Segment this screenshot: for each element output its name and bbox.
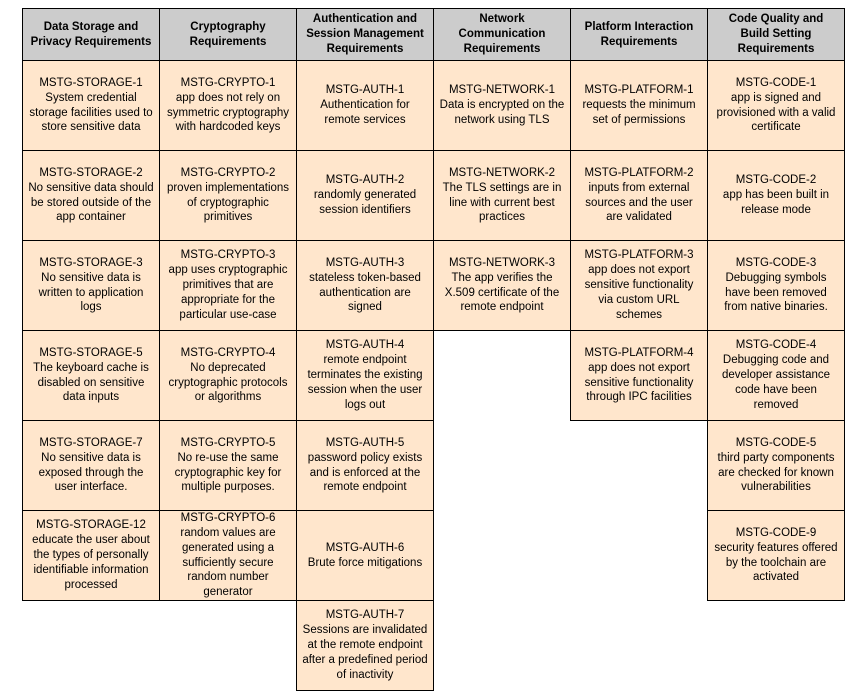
requirement-code: MSTG-CRYPTO-4 [180, 346, 276, 359]
requirement-cell-mstg-platform-1 [570, 60, 708, 151]
requirement-code: MSTG-AUTH-3 [325, 256, 405, 269]
requirement-description: stateless token-based authentication are signed [309, 271, 421, 314]
requirement-cell-mstg-crypto-3 [159, 240, 297, 331]
requirement-description: No sensitive data is exposed through the user interface. [38, 451, 144, 494]
column-header-auth-session: Authentication and Session Management Requirements [296, 8, 434, 61]
requirement-code: MSTG-CODE-2 [735, 174, 817, 187]
requirement-cell-mstg-storage-5 [22, 330, 160, 421]
column-header-code-quality: Code Quality and Build Setting Requirements [707, 8, 845, 61]
requirement-cell-mstg-crypto-2 [159, 150, 297, 241]
requirement-code: MSTG-PLATFORM-1 [584, 84, 694, 97]
requirement-code: MSTG-CRYPTO-1 [180, 76, 276, 89]
requirement-cell-mstg-code-9 [707, 510, 845, 601]
requirement-description: The TLS settings are in line with current best practices [442, 181, 562, 224]
requirement-description: random values are generated using a sufficiently secure random number generator [180, 526, 276, 599]
requirement-code: MSTG-NETWORK-1 [448, 84, 556, 97]
requirement-code: MSTG-STORAGE-3 [39, 256, 143, 269]
requirement-cell-mstg-auth-4 [296, 330, 434, 421]
requirement-cell-mstg-storage-7 [22, 420, 160, 511]
column-auth-session [296, 8, 434, 691]
requirement-description: proven implementations of cryptographic primitives [166, 181, 290, 224]
requirement-cell-mstg-code-1 [707, 60, 845, 151]
requirement-description: Debugging code and developer assistance code have been removed [721, 354, 831, 411]
requirement-cell-mstg-platform-4 [570, 330, 708, 421]
requirement-description: randomly generated session identifiers [313, 189, 417, 216]
requirement-description: requests the minimum set of permissions [582, 99, 696, 126]
column-code-quality [707, 8, 845, 601]
requirement-description: security features offered by the toolchain are activated [714, 541, 838, 584]
column-header-network: Network Communication Requirements [433, 8, 571, 61]
requirement-code: MSTG-AUTH-2 [325, 174, 405, 187]
column-header-cryptography: Cryptography Requirements [159, 8, 297, 61]
requirement-cell-mstg-auth-6 [296, 510, 434, 601]
requirement-code: MSTG-AUTH-7 [325, 609, 405, 622]
requirement-cell-mstg-auth-5 [296, 420, 434, 511]
requirement-description: app uses cryptographic primitives that are appropriate for the particular use-case [168, 264, 288, 321]
requirement-code: MSTG-STORAGE-5 [39, 346, 143, 359]
requirement-cell-mstg-code-4 [707, 330, 845, 421]
column-network [433, 8, 571, 331]
requirement-code: MSTG-STORAGE-2 [39, 166, 143, 179]
requirement-description: remote endpoint terminates the existing session when the user logs out [307, 354, 423, 411]
requirement-cell-mstg-network-3 [433, 240, 571, 331]
requirement-code: MSTG-CODE-3 [735, 256, 817, 269]
requirement-code: MSTG-CODE-4 [735, 339, 817, 352]
requirement-description: Data is encrypted on the network using TLS [439, 99, 565, 126]
requirement-cell-mstg-storage-1 [22, 60, 160, 151]
requirement-description: System credential storage facilities used to store sensitive data [29, 91, 153, 134]
requirement-description: No sensitive data should be stored outside of the app container [28, 181, 154, 224]
requirement-code: MSTG-AUTH-1 [325, 84, 405, 97]
requirement-cell-mstg-network-1 [433, 60, 571, 151]
requirement-cell-mstg-storage-2 [22, 150, 160, 241]
requirement-code: MSTG-PLATFORM-4 [584, 346, 694, 359]
requirements-table [22, 8, 845, 691]
requirement-code: MSTG-CRYPTO-3 [180, 249, 276, 262]
requirement-code: MSTG-STORAGE-1 [39, 76, 143, 89]
column-data-storage [22, 8, 160, 601]
requirement-description: Sessions are invalidated at the remote endpoint after a predefined period of inactivity [302, 624, 428, 681]
requirement-cell-mstg-auth-2 [296, 150, 434, 241]
requirement-cell-mstg-auth-1 [296, 60, 434, 151]
requirement-cell-mstg-crypto-1 [159, 60, 297, 151]
column-header-data-storage: Data Storage and Privacy Requirements [22, 8, 160, 61]
requirement-description: app is signed and provisioned with a valid certificate [716, 91, 836, 134]
requirement-cell-mstg-storage-3 [22, 240, 160, 331]
requirement-cell-mstg-network-2 [433, 150, 571, 241]
column-cryptography [159, 8, 297, 601]
requirement-code: MSTG-CRYPTO-6 [180, 511, 276, 524]
requirement-code: MSTG-STORAGE-12 [36, 519, 146, 532]
requirement-cell-mstg-crypto-5 [159, 420, 297, 511]
requirement-description: third party components are checked for known vulnerabilities [717, 451, 835, 494]
requirement-cell-mstg-auth-7 [296, 600, 434, 691]
requirement-code: MSTG-AUTH-5 [325, 436, 405, 449]
requirement-description: password policy exists and is enforced at the remote endpoint [307, 451, 423, 494]
column-platform [570, 8, 708, 421]
requirement-code: MSTG-CRYPTO-2 [180, 166, 276, 179]
requirement-description: educate the user about the types of personally identifiable information processed [32, 534, 150, 591]
requirement-code: MSTG-PLATFORM-3 [584, 249, 694, 262]
requirement-code: MSTG-PLATFORM-2 [584, 166, 694, 179]
requirement-code: MSTG-CODE-9 [735, 526, 817, 539]
requirement-code: MSTG-CRYPTO-5 [180, 436, 276, 449]
requirement-cell-mstg-platform-2 [570, 150, 708, 241]
requirement-description: app does not rely on symmetric cryptography with hardcoded keys [166, 91, 290, 134]
requirement-code: MSTG-NETWORK-2 [448, 166, 556, 179]
requirement-code: MSTG-STORAGE-7 [39, 436, 143, 449]
requirement-description: The app verifies the X.509 certificate of the remote endpoint [444, 271, 560, 314]
requirement-code: MSTG-AUTH-6 [325, 541, 405, 554]
requirement-description: The keyboard cache is disabled on sensitive data inputs [33, 361, 149, 404]
requirement-description: app does not export sensitive functionality through IPC facilities [584, 361, 694, 404]
requirement-description: app does not export sensitive functionality via custom URL schemes [584, 264, 694, 321]
requirement-cell-mstg-crypto-4 [159, 330, 297, 421]
requirement-description: Authentication for remote services [320, 99, 410, 126]
requirement-cell-mstg-platform-3 [570, 240, 708, 331]
requirement-code: MSTG-AUTH-4 [325, 339, 405, 352]
requirement-description: No re-use the same cryptographic key for multiple purposes. [174, 451, 282, 494]
requirement-cell-mstg-auth-3 [296, 240, 434, 331]
requirement-description: No deprecated cryptographic protocols or algorithms [168, 361, 288, 404]
requirement-code: MSTG-NETWORK-3 [448, 256, 556, 269]
requirement-description: Debugging symbols have been removed from native binaries. [724, 271, 828, 314]
requirement-cell-mstg-code-5 [707, 420, 845, 511]
requirement-code: MSTG-CODE-5 [735, 436, 817, 449]
requirement-cell-mstg-crypto-6 [159, 510, 297, 601]
requirement-cell-mstg-code-2 [707, 150, 845, 241]
requirement-description: app has been built in release mode [722, 189, 830, 216]
requirement-code: MSTG-CODE-1 [735, 76, 817, 89]
column-header-platform: Platform Interaction Requirements [570, 8, 708, 61]
requirement-cell-mstg-code-3 [707, 240, 845, 331]
requirement-description: No sensitive data is written to application logs [38, 271, 144, 314]
requirement-description: Brute force mitigations [307, 556, 423, 569]
requirement-cell-mstg-storage-12 [22, 510, 160, 601]
requirement-description: inputs from external sources and the user are validated [585, 181, 693, 224]
